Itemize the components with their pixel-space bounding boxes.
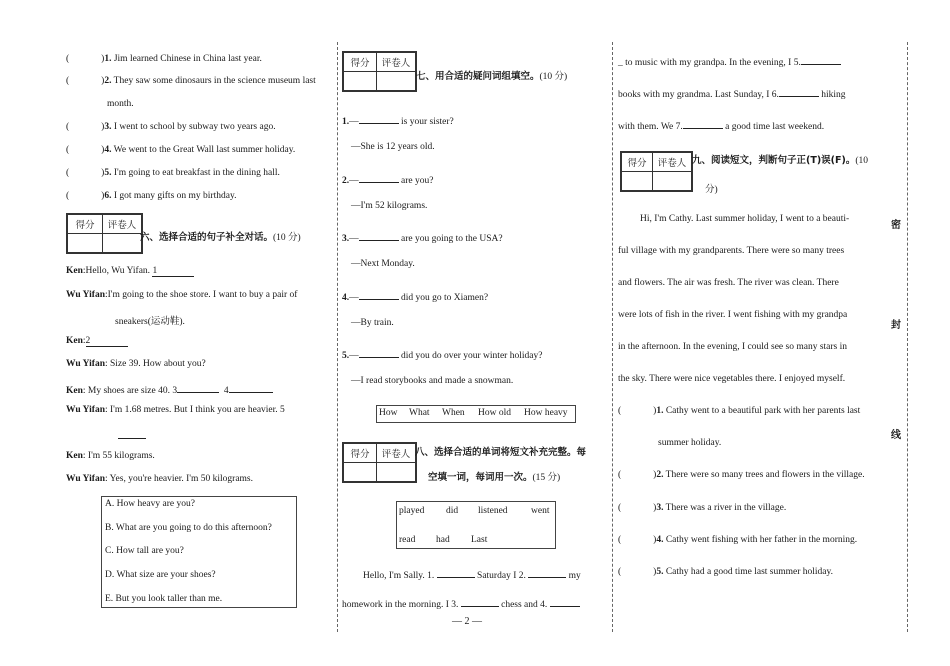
passage-blank-7[interactable] [683, 118, 723, 129]
score-box-section7: 得分 评卷人 [342, 51, 417, 92]
reading-line-1: Hi, I'm Cathy. Last summer holiday, I went to a beauti- [640, 214, 850, 224]
passage-line-3: _ to music with my grandpa. In the evening, I 5. [618, 54, 841, 68]
tf-item-4: ( )4. We went to the Great Wall last summer holiday. [66, 145, 296, 155]
question-blank-2[interactable] [359, 172, 399, 183]
word-bank7-item-2: What [409, 408, 430, 418]
answer-blank-4[interactable] [229, 382, 273, 393]
tf-item-5: ( )5. I'm going to eat breakfast in the dining hall. [66, 168, 280, 178]
passage-blank-1[interactable] [437, 567, 475, 578]
tf-item-1: ( )1. Jim learned Chinese in China last year. [66, 54, 262, 64]
section6-title: 六、选择合适的句子补全对话。(10 分) [140, 232, 301, 243]
dialogue-line-3: Ken:2 [66, 336, 128, 347]
passage-blank-2[interactable] [528, 567, 566, 578]
answer-blank-1[interactable]: 1 [152, 266, 194, 277]
score-box-section6: 得分 评卷人 [66, 213, 143, 254]
reading-tf-item-4: ( )4. Cathy went fishing with her father in the morning. [618, 535, 858, 545]
section8-title: 八、选择合适的单词将短文补充完整。每 [415, 447, 587, 458]
reading-tf-item-1-cont: summer holiday. [658, 438, 722, 448]
reading-tf-item-5: ( )5. Cathy had a good time last summer holiday. [618, 567, 834, 577]
score-box-section9: 得分 评卷人 [620, 151, 693, 192]
section8-title-cont: 空填一词，每词用一次。(15 分) [428, 472, 561, 483]
dialogue-line-5: Ken: My shoes are size 40. 3 4 [66, 382, 273, 396]
question-5: 5.— did you do over your winter holiday? [342, 347, 542, 361]
option-c: C. How tall are you? [105, 546, 184, 556]
answer-2: —I'm 52 kilograms. [351, 201, 428, 211]
tf-item-2-cont: month. [107, 99, 134, 109]
question-3: 3.— are you going to the USA? [342, 230, 503, 244]
option-b: B. What are you going to do this afternoon? [105, 523, 272, 533]
dialogue-line-2: Wu Yifan:I'm going to the shoe store. I want to buy a pair of [66, 290, 298, 300]
passage-line-1: Hello, I'm Sally. 1. Saturday I 2. my [363, 567, 581, 581]
passage-blank-6[interactable] [779, 86, 819, 97]
reading-line-4: were lots of fish in the river. I went fishing with my grandpa [618, 310, 848, 320]
reading-line-2: ful village with my grandparents. There were so many trees [618, 246, 845, 256]
dialogue-line-4: Wu Yifan: Size 39. How about you? [66, 359, 206, 369]
section7-title: 七、用合适的疑问词组填空。(10 分) [416, 71, 568, 82]
section9-points-cont: 分) [705, 185, 718, 195]
option-d: D. What size are your shoes? [105, 570, 216, 580]
word-bank7-item-4: How old [478, 408, 511, 418]
word-bank7-item-5: How heavy [524, 408, 568, 418]
section9-title: 九、阅读短文，判断句子正(T)误(F)。(10 [692, 155, 869, 166]
dialogue-line-6: Wu Yifan: I'm 1.68 metres. But I think you are heavier. 5 [66, 405, 285, 415]
question-blank-1[interactable] [359, 113, 399, 124]
word-bank8-went: went [531, 506, 550, 516]
column-divider-2 [612, 42, 613, 632]
seal-char-mi: 密 [891, 220, 901, 231]
question-blank-4[interactable] [359, 289, 399, 300]
reading-tf-item-1: ( )1. Cathy went to a beautiful park with her parents last [618, 406, 861, 416]
dialogue-line-2-cont: sneakers(运动鞋). [115, 317, 185, 327]
reading-line-6: the sky. There were nice vegetables there. I enjoyed myself. [618, 374, 846, 384]
reading-line-3: and flowers. The air was fresh. The river was clean. There [618, 278, 839, 288]
option-e: E. But you look taller than me. [105, 594, 223, 604]
tf-item-3: ( )3. I went to school by subway two years ago. [66, 122, 276, 132]
word-bank7-item-3: When [442, 408, 465, 418]
seal-char-xian: 线 [891, 430, 901, 441]
reading-line-5: in the afternoon. In the evening, I could see so many stars in [618, 342, 847, 352]
passage-blank-4[interactable] [550, 596, 580, 607]
answer-blank-5[interactable] [118, 428, 146, 439]
question-2: 2.— are you? [342, 172, 433, 186]
answer-1: —She is 12 years old. [351, 142, 435, 152]
answer-blank-2[interactable]: 2 [86, 336, 128, 347]
reading-tf-item-3: ( )3. There was a river in the village. [618, 503, 787, 513]
word-bank8-listened: listened [478, 506, 508, 516]
dialogue-line-7: Ken: I'm 55 kilograms. [66, 451, 155, 461]
dialogue-line-8: Wu Yifan: Yes, you're heavier. I'm 50 kilograms. [66, 474, 254, 484]
word-bank8-had: had [436, 535, 450, 545]
tf-item-2: ( )2. They saw some dinosaurs in the science museum last [66, 76, 316, 86]
seal-char-feng: 封 [891, 320, 901, 331]
seal-line [907, 42, 908, 632]
word-bank8-read: read [399, 535, 416, 545]
answer-4: —By train. [351, 318, 394, 328]
passage-blank-3[interactable] [461, 596, 499, 607]
question-blank-5[interactable] [359, 347, 399, 358]
reading-tf-item-2: ( )2. There were so many trees and flowers in the village. [618, 470, 865, 480]
dialogue-line-1: Ken:Hello, Wu Yifan. 1 [66, 266, 194, 277]
passage-line-5: with them. We 7. a good time last weekend. [618, 118, 824, 132]
answer-blank-3[interactable] [177, 382, 219, 393]
word-bank8-played: played [399, 506, 425, 516]
answer-3: —Next Monday. [351, 259, 415, 269]
option-a: A. How heavy are you? [105, 499, 195, 509]
tf-item-6: ( )6. I got many gifts on my birthday. [66, 191, 237, 201]
passage-blank-5[interactable] [801, 54, 841, 65]
answer-5: —I read storybooks and made a snowman. [351, 376, 514, 386]
page-number: — 2 — [452, 616, 482, 627]
passage-line-4: books with my grandma. Last Sunday, I 6. hiking [618, 86, 846, 100]
passage-line-2: homework in the morning. I 3. chess and 4. [342, 596, 580, 610]
column-divider-1 [337, 42, 338, 632]
score-box-section8: 得分 评卷人 [342, 442, 417, 483]
word-bank8-last: Last [471, 535, 488, 545]
question-blank-3[interactable] [359, 230, 399, 241]
word-bank8-did: did [446, 506, 459, 516]
word-bank7-item-1: How [379, 408, 398, 418]
question-1: 1.— is your sister? [342, 113, 454, 127]
question-4: 4.— did you go to Xiamen? [342, 289, 488, 303]
